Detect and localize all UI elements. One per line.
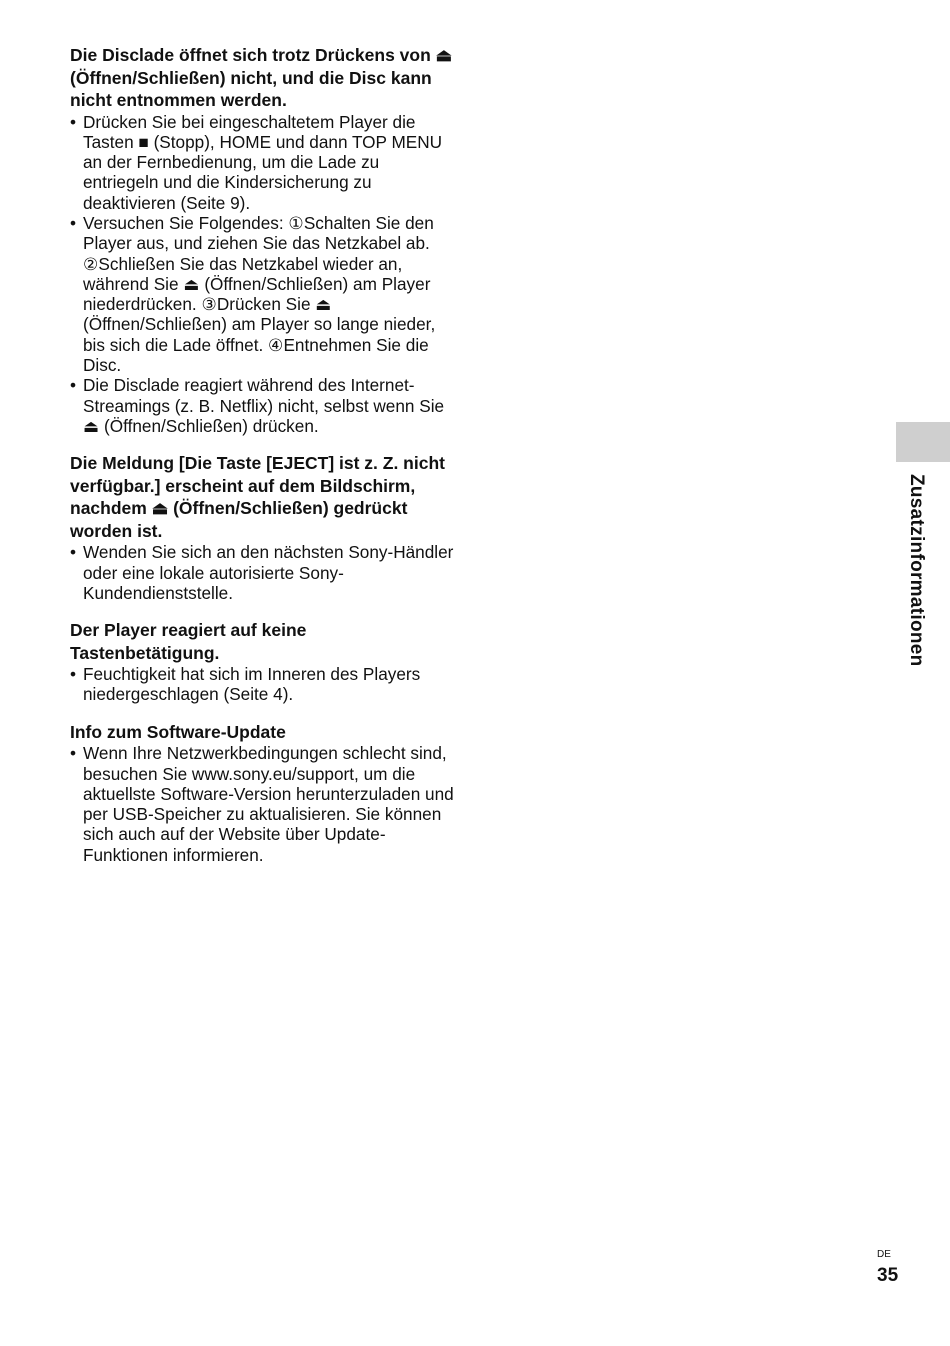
bullet-list: [70, 112, 455, 437]
page-number: 35: [877, 1265, 899, 1286]
list-item: • Versuchen Sie Folgendes: ①Schalten Sie den Player aus, und ziehen Sie das Netzkabel ab. ②Schließen Sie das Netzkabel wieder an, während Sie ⏏ (Öffnen/Schließen) am Player niederdrücken. ③Drücken Sie ⏏ (Öffnen/Schließen) am Player so lange nieder, bis sich die Lade öffnet. ④Entnehmen Sie die Disc.: [70, 213, 455, 375]
page-language-code: DE: [877, 1249, 891, 1260]
sidebar-tab-marker: [896, 422, 950, 462]
list-item: • Wenden Sie sich an den nächsten Sony-Händler oder eine lokale autorisierte Sony-Kundendienststelle.: [70, 542, 455, 603]
list-item: • Wenn Ihre Netzwerkbedingungen schlecht sind, besuchen Sie www.sony.eu/support, um die aktuellste Software-Version herunterzuladen und per USB-Speicher zu aktualisieren. Sie können sich auch auf der Website über Update-Funktionen informieren.: [70, 743, 455, 865]
list-item: • Die Disclade reagiert während des Internet-Streamings (z. B. Netflix) nicht, selbst wenn Sie ⏏ (Öffnen/Schließen) drücken.: [70, 375, 455, 436]
section-heading: Die Disclade öffnet sich trotz Drückens von ⏏ (Öffnen/Schließen) nicht, und die Disc kann nicht entnommen werden.: [70, 45, 453, 110]
section-heading: Info zum Software-Update: [70, 721, 286, 742]
main-column: [70, 44, 455, 881]
sidebar-section-label: Zusatzinformationen: [906, 474, 927, 667]
section-disc-tray: [70, 44, 455, 436]
section-no-response: [70, 619, 455, 705]
list-item: • Drücken Sie bei eingeschaltetem Player die Tasten ■ (Stopp), HOME und dann TOP MENU an der Fernbedienung, um die Lade zu entriegeln und die Kindersicherung zu deaktivieren (Seite 9).: [70, 112, 455, 213]
section-heading: Die Meldung [Die Taste [EJECT] ist z. Z. nicht verfügbar.] erscheint auf dem Bildschirm, nachdem ⏏ (Öffnen/Schließen) gedrückt worden ist.: [70, 453, 445, 541]
bullet-list: [70, 664, 455, 705]
section-software-update: [70, 721, 455, 865]
bullet-list: [70, 743, 455, 865]
list-item: • Feuchtigkeit hat sich im Inneren des Players niedergeschlagen (Seite 4).: [70, 664, 455, 705]
bullet-list: [70, 542, 455, 603]
section-eject-message: [70, 452, 455, 603]
section-heading: Der Player reagiert auf keine Tastenbetätigung.: [70, 620, 307, 663]
